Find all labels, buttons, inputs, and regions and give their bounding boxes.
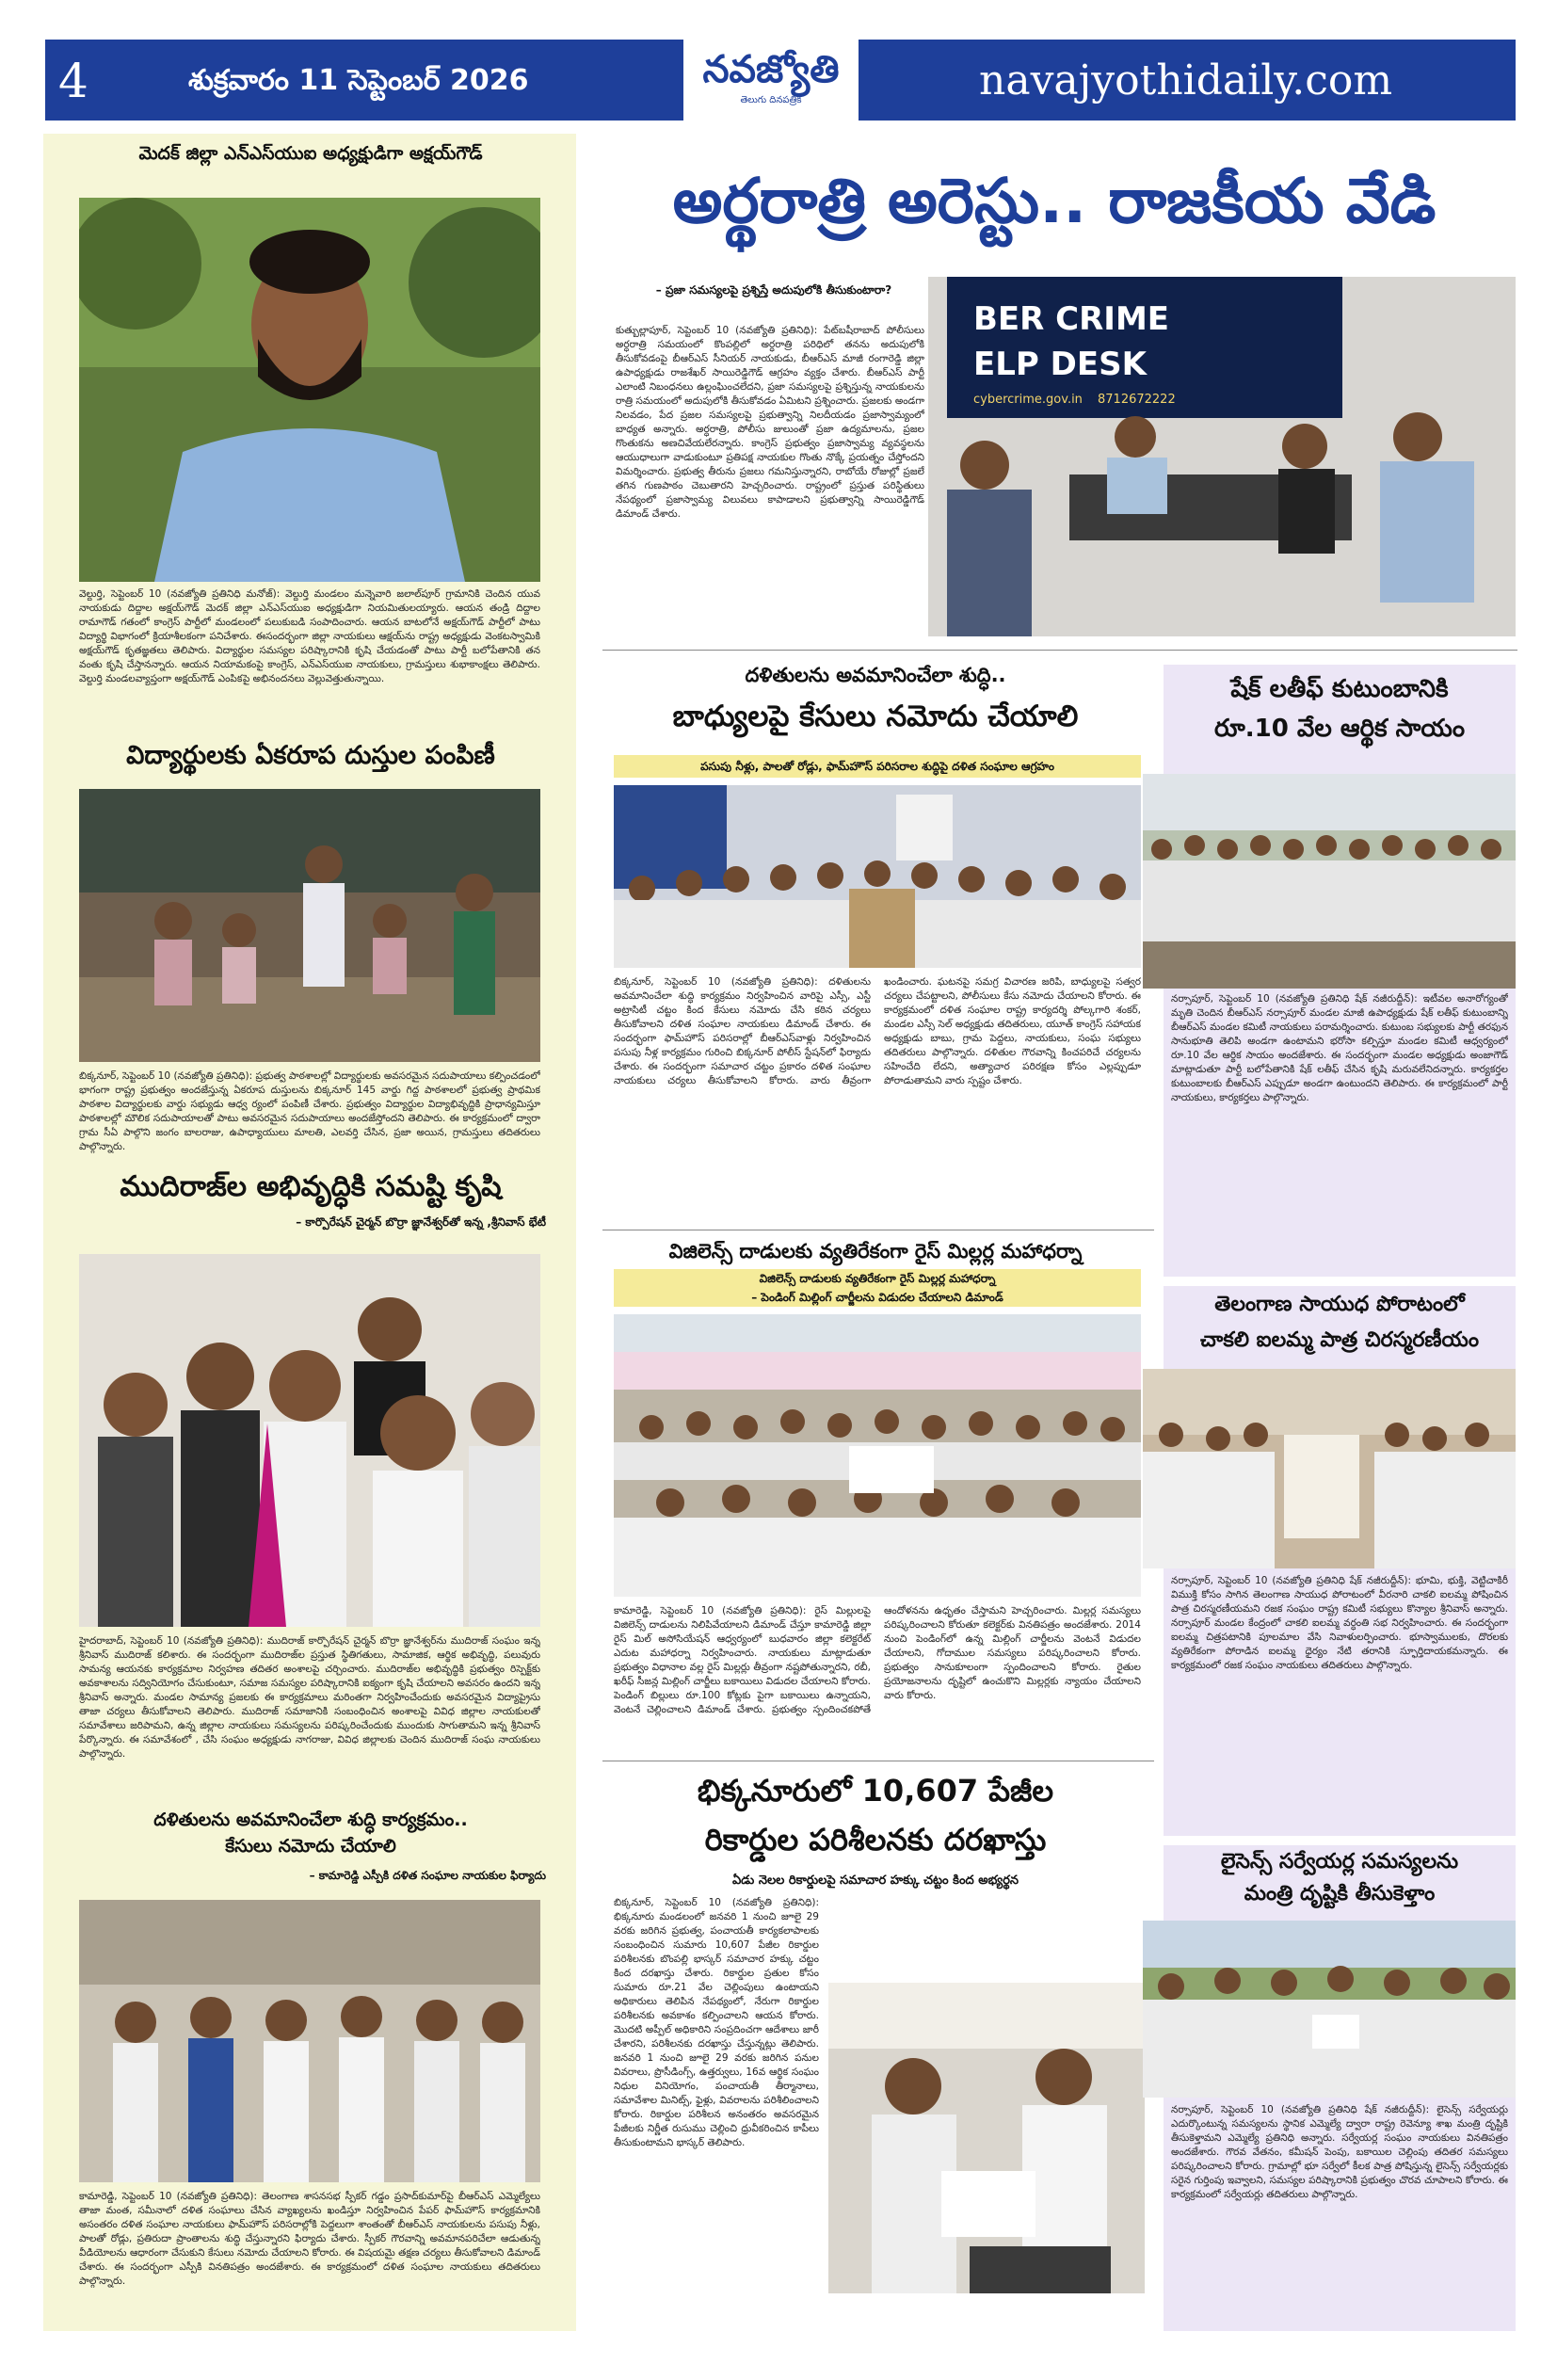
logo-text: నవజ్యోతి [702, 48, 840, 91]
c4-rti-application-photo [828, 1983, 1145, 2293]
s2-uniform-distribution-photo [79, 789, 540, 1062]
c3-strip-line2: – పెండింగ్ మిల్లింగ్ చార్జీలను విడుదల చేయాలని డిమాండ్ [614, 1288, 1141, 1307]
s1-body: వెల్దుర్తి, సెప్టెంబర్ 10 (నవజ్యోతి ప్రతినిధి మనోజ్): వెల్దుర్తి మండలం మన్నెవారి జలాల్‌పూర్ గ్రామానికి చెందిన యువ నాయకుడు దిద్దాల అక్షయ్‌గౌడ్ మెదక్ జిల్లా ఎన్ఎస్‌యుఐ అధ్యక్షుడిగా నియమితులయ్యారు. ఆయన తండ్రి దిద్దాల రామాగౌడ్ గతంలో కాంగ్రెస్ పార్టీలో మండలంలో పలుకుబడి సంపాదించారు. ఆయన బాటలోనే అక్షయ్‌గౌడ్ పార్టీలో పాటు విద్యార్థి విభాగంలో క్రియాశీలకంగా పనిచేశారు. ఈసందర్భంగా జిల్లా నాయకులు ఆక్షయ్‌ను రాష్ట్ర అధ్యక్షుడు వెంకటస్వామికి అక్షయ్‌గౌడ్ కృతజ్ఞతలు తెలిపారు. విద్యార్థుల సమస్యల పరిష్కారానికి కృషి చేయడంతో పాటు పార్టీ బలోపేతానికి తన వంతు కృషి చేస్తానన్నారు. ఆయన నియామకంపై కాంగ్రెస్, ఎన్ఎస్‌యుఐ నాయకులు, గ్రామస్తులు శుభాకాంక్షలు తెలిపారు. వెల్దుర్తి మండలవ్యాప్తంగా అక్షయ్‌గౌడ్‌ ఎంపికపై అభినందనలు వెల్లువెత్తుతున్నాయి. [79, 588, 540, 684]
s4-headline-line1: దళితులను అవమానించేలా శుద్ధి కార్యక్రమం.. [153, 1809, 468, 1830]
newspaper-logo [683, 40, 859, 121]
r3-headline-line2: మంత్రి దృష్టికి తీసుకెళ్తాం [1244, 1882, 1436, 1906]
svg-text:BER CRIME: BER CRIME [973, 300, 1170, 338]
lead-cyber-crime-desk-photo [928, 277, 1516, 636]
s1-headline: మెదక్ జిల్లా ఎన్ఎస్‌యుఐ అధ్యక్షుడిగా అక్షయ్‌గౌడ్ [138, 143, 483, 164]
s4-subhead: – కామారెడ్డి ఎస్పీకి దళిత సంఘాల నాయకుల ఫిర్యాదు [309, 1869, 546, 1882]
c3-strip-line1: విజిలెన్స్ దాడులకు వ్యతిరేకంగా రైస్ మిల్లర్ల మహాధర్నా [614, 1269, 1141, 1288]
s4-headline-line2: కేసులు నమోదు చేయాలి [225, 1836, 396, 1857]
r1-headline-line2: రూ.10 వేల ఆర్థిక సాయం [1213, 715, 1466, 743]
svg-text:8712672222: 8712672222 [1098, 393, 1176, 407]
r2-headline-line2: చాకలి ఐలమ్మ పాత్ర చిరస్మరణీయం [1199, 1328, 1480, 1352]
r1-headline-line1: షేక్ లతీఫ్ కుటుంబానికి [1230, 675, 1449, 703]
svg-text:cybercrime.gov.in: cybercrime.gov.in [973, 393, 1083, 407]
c4-headline-line1: భిక్కనూరులో 10,607 పేజీల [697, 1773, 1054, 1809]
r2-headline-line1: తెలంగాణ సాయుధ పోరాటంలో [1214, 1293, 1465, 1316]
logo-tagline: తెలుగు దినపత్రిక [740, 95, 802, 105]
s3-meeting-photo [79, 1254, 540, 1627]
c2-headline-line2: బాధ్యులపై కేసులు నమోదు చేయాలి [672, 700, 1079, 733]
c3-headline: విజిలెన్స్ దాడులకు వ్యతిరేకంగా రైస్ మిల్లర్ల మహాధర్నా [668, 1240, 1083, 1262]
c4-body: బిక్కనూర్, సెప్టెంబర్ 10 (నవజ్యోతి ప్రతినిధి): భిక్కనూరు మండలంలో జనవరి 1 నుంచి జూలై 29 వరకు జరిగిన ప్రభుత్వ, పంచాయతీ కార్యకలాపాలకు సంబంధించిన సుమారు 10,607 పేజీల రికార్డుల పరిశీలనకు బొంపల్లి భాస్కర్ సమాచార హక్కు చట్టం కింద దరఖాస్తు చేశారు. రికార్డుల ప్రతుల కోసం సుమారు రూ.21 వేల చెల్లింపులు ఉంటాయని అధికారులు తెలిపిన నేపథ్యంలో, నేరుగా రికార్డుల పరిశీలనకు అవకాశం కల్పించాలని ఆయన కోరారు. మొదటి అప్పీల్ అధికారిని సంప్రదించగా ఆదేశాలు జారీ చేశారని, పరిశీలనకు దరఖాస్తు చేస్తున్నట్లు తెలిపారు. జనవరి 1 నుంచి జూలై 29 వరకు జరిగిన పనుల వివరాలు, ప్రొసీడింగ్స్, ఉత్తర్వులు, 16వ ఆర్థిక సంఘం నిధుల వినియోగం, పంచాయతీ తీర్మానాలు, సమావేశాల మినిట్స్, ఫైళ్లు, వివరాలను పరిశీలించాలని కోరారు. రికార్డుల పరిశీలన అనంతరం అవసరమైన పేజీలకు నిర్ణీత రుసుము చెల్లించి ధ్రువీకరించిన కాపీలు తీసుకుంటామని భాస్కర్ తెలిపారు. [614, 1897, 819, 2148]
page-number: 4 [58, 54, 88, 108]
issue-date: శుక్రవారం 11 సెప్టెంబర్ 2026 [188, 64, 529, 97]
s4-body: కామారెడ్డి, సెప్టెంబర్ 10 (నవజ్యోతి ప్రతినిధి): తెలంగాణ శాసనసభ స్పీకర్‌ గడ్డం ప్రసాద్‌కుమార్‌పై బీఆర్ఎస్ ఎమ్మెల్యేలు తాజా మంత, సమీనాలో దళిత సంఘాలు చేసిన వ్యాఖ్యలను ఖండిస్తూ నిర్వహించిన పేపర్ ఫామ్‌హౌస్ కార్యక్రమానికి అసంతరం దళిత సంఘాల నాయకులు ఫామ్‌హౌస్ పరిసరాల్లోకి పెద్దలుగా శాంతంతో బీఆర్ఎస్ నాయకులను పసుపు నీళ్లు, పాలతో రోడ్లు, ప్రతిరుదా ప్రాంతాలను శుద్ధి చేస్తున్నారని ఫిర్యాదు చేశారు. స్పీకర్ గౌరవాన్ని అవమానపరిచేలా ఆడుతున్న వీడియోలను ఆధారంగా చేసుకుని కేసులు నమోదు చేయాలని కోరారు. ఈ విషయమై తక్షణ చర్యలు తీసుకోవాలని డిమాండ్ చేశారు. ఈ సందర్భంగా ఎస్పీకి వినతిపత్రం అందజేశారు. ఈ కార్యక్రమంలో దళిత సంఘాల నాయకులు తదితరులు పాల్గొన్నారు. [79, 2191, 540, 2287]
c2-body: బిక్కనూర్, సెప్టెంబర్ 10 (నవజ్యోతి ప్రతినిధి): దళితులను అవమానించేలా శుద్ధి కార్యక్రమం నిర్వహించిన వారిపై ఎస్సీ, ఎస్టీ అట్రాసిటీ చట్టం కింద కేసులు నమోదు చేసి కఠిన చర్యలు తీసుకోవాలని దళిత సంఘాల నాయకులు డిమాండ్ చేశారు. ఈ సందర్భంగా ఫామ్‌హౌస్ పరిసరాల్లో బీఆర్ఎస్‌వాళ్లు నిర్వహించిన పసుపు నీళ్ల కార్యక్రమం గురించి బిక్కనూర్ పోలీస్ స్టేషన్‌లో ఫిర్యాదు చేశారు. ఈ సందర్భంగా సమాచార చట్టం ప్రకారం దళిత సంఘాల నాయకులు చర్యలు తీసుకోవాలని కోరారు. వారు తీవ్రంగా ఖండించారు. ఘటనపై సమగ్ర విచారణ జరిపి, బాధ్యులపై సత్వర చర్యలు చేపట్టాలని, పోలీసులు కేసు నమోదు చేయాలని కోరారు. ఈ కార్యక్రమంలో దళిత సంఘాల రాష్ట్ర కార్యదర్శి పోల్కగారి శంకర్, మండల ఎస్సీ సెల్ అధ్యక్షుడు తదితరులు, యూత్ కాంగ్రెస్ సహాయక అధ్యక్షుడు బాబు, గ్రామ పెద్దలు, నాయకులు, సంఘ సభ్యులు తదితరులు పాల్గొన్నారు. దళితుల గౌరవాన్ని కించపరిచే చర్యలను సహించేది లేదని, అత్యాచార పరిరక్షణ కోసం ఎల్లప్పుడూ పోరాడుతామని వారు స్పష్టం చేశారు. [614, 976, 1141, 1086]
c4-subhead: ఏడు నెలల రికార్డులపై సమాచార హక్కు చట్టం కింద అభ్యర్థన [731, 1873, 1019, 1888]
c3-dharna-photo [614, 1314, 1141, 1597]
c2-police-station-photo [614, 785, 1141, 968]
s3-body: హైదరాబాద్, సెప్టెంబర్ 10 (నవజ్యోతి ప్రతినిధి): ముదిరాజ్ కార్పొరేషన్ చైర్మన్ బొర్రా జ్ఞానేశ్వర్‌ను ముదిరాజ్ సంఘం ఇన్న శ్రీనివాస్ ముదిరాజ్ కలిశారు. ఈ సందర్భంగా ముదిరాజ్‌ల ప్రస్తుత స్థితిగతులు, సామాజిక, ఆర్థిక అభివృద్ధి, పలువురు సామన్య ఆయనకు కార్యక్రమాల నిర్వహణ తదితర అంశాలపై చర్చించారు. ముదిరాజ్‌ల అభివృద్ధికి ప్రభుత్వం రిస్పెక్ట్‌కు అవకాశాలను సద్వినియోగం చేసుకుంటూ, సమాజ సమస్యల పరిష్కారానికి ఐక్యంగా కృషి చేయాలని అవసరం ఉందని ఇన్న శ్రీనివాస్ అన్నారు. మండల సామాన్య ప్రజలకు ఈ కార్యక్రమాలు మరింతగా నిర్వహించేందుకు అవసరమైన విద్యాప్రైసు తాజా చర్యలు తీసుకోవాలని తెలిపారు. ముదిరాజ్ సమాజానికి సంబంధించిన అంశాలపై వివిధ జిల్లాల నాయకులతో సమావేశాలు జరిపామని, ఉన్న జిల్లాల నాయకులు సమస్యలను పరిష్కరించేందుకు ముందుకు సాగుతామని ఇన్న శ్రీనివాస్ పేర్కొన్నారు. ఈ సమావేశంలో , చేసి సంఘం అధ్యక్షుడు నాగరాజు, వివిధ జిల్లాలకు చెందిన ముదిరాజ్ సంఘ నాయకులు పాల్గొన్నారు. [79, 1635, 540, 1760]
s4-memorandum-photo [79, 1900, 540, 2182]
c4-headline-line2: రికార్డుల పరిశీలనకు దరఖాస్తు [704, 1822, 1047, 1857]
svg-text:ELP DESK: ELP DESK [973, 346, 1147, 383]
lead-body: కుత్బుల్లాపూర్, సెప్టెంబర్ 10 (నవజ్యోతి ప్రతినిధి): పేట్‌బషీరాబాద్ పోలీసులు అర్ధరాత్రి సమయంలో కొంపల్లిలో అర్ధరాత్రి పరిధిలో తనను అదుపులోకి తీసుకోవడంపై బీఆర్ఎస్ సీనియర్ నాయకుడు, బీఆర్ఎస్ మాజీ రంగారెడ్డి జిల్లా ఉపాధ్యక్షుడు రాజశేఖర్ సాయిరెడ్డిగౌడ్ ఆగ్రహం వ్యక్తం చేశారు. బీఆర్ఎస్ పార్టీ ఎలాంటి నిబంధనలు ఉల్లంఘించలేదని, ప్రజా సమస్యలపై ప్రశ్నిస్తున్న నాయకులను రాత్రి సమయంలో అదుపులోకి తీసుకోవడం ఏమిటని ప్రశ్నించారు. ప్రజలకు అండగా నిలవడం, పేద ప్రజల సమస్యలపై ప్రభుత్వాన్ని నిలదీయడం ప్రజాస్వామ్యంలో బాధ్యత అన్నారు. అర్ధరాత్రి, పోలీసు జులుంతో ప్రజా ఉద్యమాలను, ప్రజల గొంతుకను అణచివేయలేరన్నారు. కాంగ్రెస్ ప్రభుత్వం ప్రజాస్వామ్య వ్యవస్థలను ఆయుధాలుగా వాడుకుంటూ ప్రతిపక్ష నాయకుల గొంతు నొక్కే ప్రయత్నం చేస్తోందని విమర్శించారు. ప్రభుత్వ తీరును ప్రజలు గమనిస్తున్నారని, రాబోయే రోజుల్లో ప్రజలే తగిన గుణపాఠం చెబుతారని హెచ్చరించారు. రాష్ట్రంలో ప్రస్తుత పరిస్థితులు నేపథ్యంలో ప్రజాస్వామ్య విలువలు కాపాడాలని ప్రభుత్వాన్ని సాయిరెడ్డిగౌడ్ డిమాండ్ చేశారు. [616, 325, 924, 520]
r2-body: నర్సాపూర్, సెప్టెంబర్ 10 (నవజ్యోతి ప్రతినిధి షేక్ నజీరుద్దీన్): భూమి, భుక్తి, వెట్టిచాకిరీ విముక్తి కోసం సాగిన తెలంగాణ సాయుధ పోరాటంలో వీరనారి చాకలి ఐలమ్మ పోషించిన పాత్ర చిరస్మరణీయమని రజక సంఘం రాష్ట్ర కమిటీ సభ్యులు కొన్యాల శ్రీనివాస్ అన్నారు. నర్సాపూర్ మండల కేంద్రంలో చాకలి ఐలమ్మ వర్ధంతి సభ నిర్వహించారు. ఈ సందర్భంగా ఐలమ్మ చిత్రపటానికి పూలమాల వేసి నివాళులర్పించారు. భూస్వాములకు, దొరలకు వ్యతిరేకంగా పోరాడిన ఐలమ్మ ధైర్యం నేటి తరానికి స్ఫూర్తిదాయకమన్నారు. ఈ కార్యక్రమంలో రజక సంఘం నాయకులు తదితరులు పాల్గొన్నారు. [1171, 1575, 1508, 1671]
s2-body: బిక్కనూర్, సెప్టెంబర్ 10 (నవజ్యోతి ప్రతినిధి): ప్రభుత్వ పాఠశాలల్లో విద్యార్థులకు అవసరమైన సదుపాయాలు కల్పించడంలో భాగంగా రాష్ట్ర ప్రభుత్వం అందజేస్తున్న ఏకరూప దుస్తులను బిక్కనూర్ 145 వార్డు గిద్ద పాఠశాలలో ప్రభుత్వ ప్రాథమిక పాఠశాల విద్యార్థులకు వార్డు సభ్యుడు ఆధ్వ ర్యంలో పంపిణీ చేశారు. ప్రభుత్వం విద్యార్థుల విద్యాభివృద్ధికి ప్రాధాన్యమిస్తూ పాఠశాలల్లో మౌలిక సదుపాయాలతో పాటు అవసరమైన సదుపాయాలు అందజేస్తోందని తెలిపారు. ఈ కార్యక్రమంలో ద్వారా గ్రామ సీఏ పాల్గొని జంగం బాలరాజు, ఉపాధ్యాయులు మాలతి, ఎలవర్తి చేసిన, ప్రజా అయిన, గ్రామస్తులు తదితరులు పాల్గొన్నారు. [79, 1070, 540, 1152]
s3-headline: ముదిరాజ్‌ల అభివృద్ధికి సమష్టి కృషి [120, 1170, 502, 1203]
r2-tribute-photo [1143, 1369, 1516, 1568]
lead-headline: అర్థరాత్రి అరెస్టు.. రాజకీయ వేడి [672, 165, 1437, 237]
s2-headline: విద్యార్థులకు ఏకరూప దుస్తుల పంపిణీ [126, 741, 495, 770]
r1-body: నర్సాపూర్, సెప్టెంబర్ 10 (నవజ్యోతి ప్రతినిధి షేక్ నజీరుద్దీన్): ఇటీవల అనారోగ్యంతో మృతి చెందిన బీఆర్ఎస్ నర్సాపూర్ మండల మాజీ ఉపాధ్యక్షుడు షేక్ లతీఫ్ కుటుంబాన్ని బీఆర్ఎస్ మండల కమిటీ నాయకులు పరామర్శించారు. కుటుంబ సభ్యులకు పార్టీ తరఫున సానుభూతి తెలిపి అండగా ఉంటామని భరోసా కల్పిస్తూ మండల కమిటీ ఆధ్వర్యంలో రూ.10 వేల ఆర్థిక సాయం అందజేశారు. ఈ సందర్భంగా మండల అధ్యక్షుడు అంజాగౌడ్ మాట్లాడుతూ పార్టీ బలోపేతానికి షేక్ లతీఫ్ చేసిన కృషి మరువలేనిదన్నారు. కార్యకర్తల కుటుంబాలకు బీఆర్ఎస్ ఎప్పుడూ అండగా ఉంటుందని తెలిపారు. ఈ కార్యక్రమంలో పార్టీ నాయకులు, కార్యకర్తలు పాల్గొన్నారు. [1171, 993, 1508, 1103]
website-url[interactable]: navajyothidaily.com [979, 56, 1393, 105]
c2-strip: పసుపు నీళ్లు, పాలతో రోడ్లు, ఫామ్‌హౌస్ పరిసరాల శుద్ధిపై దళిత సంఘాల ఆగ్రహం [614, 755, 1141, 778]
s3-subhead: – కార్పొరేషన్ చైర్మన్ బొర్రా జ్ఞానేశ్వర్‌తో ఇన్న ,శ్రీనివాస్ భేటీ [296, 1215, 546, 1229]
r3-body: నర్సాపూర్, సెప్టెంబర్ 10 (నవజ్యోతి ప్రతినిధి షేక్ నజీరుద్దీన్): లైసెన్స్ సర్వేయర్లు ఎదుర్కొంటున్న సమస్యలను స్థానిక ఎమ్మెల్యే ద్వారా రాష్ట్ర రెవెన్యూ శాఖ మంత్రి దృష్టికి తీసుకెళ్తామని ఎమ్మెల్యే ప్రతినిధి అన్నారు. సర్వేయర్ల సంఘం నాయకులు వినతిపత్రం అందజేశారు. గౌరవ వేతనం, కమీషన్ పెంపు, బకాయిల చెల్లింపు తదితర సమస్యలు పరిష్కరించాలని కోరారు. గ్రామాల్లో భూ సర్వేలో కీలక పాత్ర పోషిస్తున్న లైసెన్స్ సర్వేయర్లకు సరైన గుర్తింపు ఇవ్వాలని, సమస్యల పరిష్కారానికి ప్రభుత్వం చొరవ చూపాలని కోరారు. ఈ కార్యక్రమంలో సర్వేయర్లు తదితరులు పాల్గొన్నారు. [1171, 2104, 1508, 2200]
s1-portrait-photo [79, 198, 540, 582]
c2-headline-line1: దళితులను అవమానించేలా శుద్ధి.. [745, 664, 1006, 686]
center-divider [602, 650, 1517, 651]
c3-body: కామారెడ్డి, సెప్టెంబర్ 10 (నవజ్యోతి ప్రతినిధి): రైస్ మిల్లులపై విజిలెన్స్ దాడులను నిలిపివేయాలని డిమాండ్ చేస్తూ కామారెడ్డి జిల్లా రైస్ మిల్ అసోసియేషన్ ఆధ్వర్యంలో బుధవారం జిల్లా కలెక్టరేట్ ఎదుట మహాధర్నా నిర్వహించారు. నాయకులు మాట్లాడుతూ ప్రభుత్వం విధానాల వల్ల రైస్ మిల్లర్లు తీవ్రంగా నష్టపోతున్నారని, రబీ, ఖరీఫ్ సీజన్ల మిల్లింగ్ చార్జీలు బకాయిలు విడుదల చేయాలని కోరారు. పెండింగ్ బిల్లులు రూ.100 కోట్లకు పైగా బకాయిలు ఉన్నాయని, వెంటనే చెల్లించాలని డిమాండ్ చేశారు. ప్రభుత్వం స్పందించకపోతే ఆందోళనను ఉధృతం చేస్తామని హెచ్చరించారు. మిల్లర్ల సమస్యలు పరిష్కరించాలని కోరుతూ కలెక్టర్‌కు వినతిపత్రం అందజేశారు. 2014 నుంచి పెండింగ్‌లో ఉన్న మిల్లింగ్ చార్జీలను వెంటనే విడుదల చేయాలని, గోదాముల సమస్యలు పరిష్కరించాలని కోరారు. ప్రభుత్వం సానుకూలంగా స్పందించాలని కోరారు. రైతుల ప్రయోజనాలను దృష్టిలో ఉంచుకొని మిల్లర్లకు న్యాయం చేయాలని వారు కోరారు. [614, 1605, 1141, 1715]
r1-group-photo [1143, 774, 1516, 989]
r3-headline-line1: లైసెన్స్ సర్వేయర్ల సమస్యలను [1220, 1850, 1459, 1873]
r3-surveyors-photo [1143, 1921, 1516, 2098]
lead-subhead: – ప్రజా సమస్యలపై ప్రశ్నిస్తే అదుపులోకి తీసుకుంటారా? [655, 283, 892, 297]
